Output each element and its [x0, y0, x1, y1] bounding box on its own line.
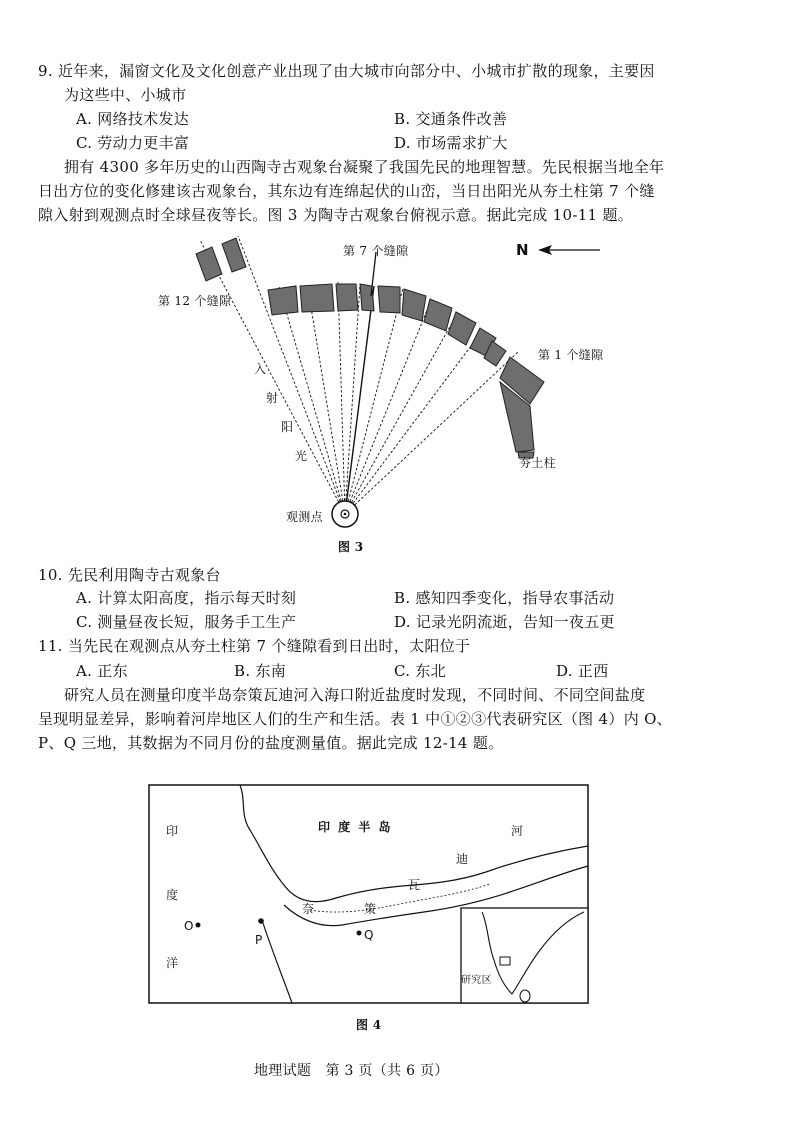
point-o-marker: [196, 923, 201, 928]
ray-gap-2: [345, 330, 483, 514]
ray-gap-12: [200, 240, 345, 514]
label-sunlight-2: 射: [266, 391, 279, 405]
q11-option-d: D. 正西: [556, 662, 609, 680]
label-ocean-3: 洋: [166, 956, 179, 970]
ray-gap-3: [345, 314, 457, 514]
page-footer: 地理试题 第 3 页（共 6 页）: [254, 1063, 449, 1079]
label-river-4: 迪: [456, 852, 469, 866]
pillar-1: [196, 247, 222, 281]
pillar-5: [336, 284, 358, 311]
label-river-1: 奈: [302, 902, 315, 916]
pillar-4: [300, 284, 334, 312]
label-point-o: O: [184, 919, 194, 933]
q9-option-c: C. 劳动力更丰富: [76, 134, 190, 152]
passage2-line3: P、Q 三地，其数据为不同月份的盐度测量值。据此完成 12-14 题。: [38, 734, 504, 752]
ray-gap-9: [307, 283, 345, 514]
q10-option-b: B. 感知四季变化，指导农事活动: [394, 589, 615, 607]
ray-gap-10: [279, 287, 345, 514]
ray-gap-8: [338, 282, 345, 514]
label-study-area: 研究区: [461, 975, 492, 986]
label-point-q: Q: [364, 928, 374, 942]
sunlight-rays: [200, 236, 518, 514]
label-river-2: 策: [364, 902, 377, 916]
passage2-line2: 呈现明显差异，影响着河岸地区人们的生产和生活。表 1 中①②③代表研究区（图 4）内 O、: [38, 710, 672, 728]
passage2-line1: 研究人员在测量印度半岛奈策瓦迪河入海口附近盐度时发现，不同时间、不同空间盐度: [64, 686, 646, 704]
passage1-line1: 拥有 4300 多年历史的山西陶寺古观象台凝聚了我国先民的地理智慧。先民根据当地全年: [64, 158, 665, 176]
label-gap1: 第 1 个缝隙: [538, 348, 604, 362]
point-p-marker: [258, 918, 264, 924]
pillar-2: [222, 238, 246, 272]
label-sunlight-1: 入: [254, 362, 267, 376]
label-pillar: 夯土柱: [519, 456, 556, 470]
pillar-8: [402, 289, 426, 321]
q11-stem: 11. 当先民在观测点从夯土柱第 7 个缝隙看到日出时，太阳位于: [38, 637, 471, 655]
passage1-line3: 隙入射到观测点时全球昼夜等长。图 3 为陶寺古观象台俯视示意。据此完成 10-11 题。: [38, 206, 634, 224]
q10-option-c: C. 测量昼夜长短，服务手工生产: [76, 613, 297, 631]
label-ocean-2: 度: [166, 888, 179, 902]
q11-option-a: A. 正东: [76, 662, 128, 680]
ray-gap-1: [345, 352, 518, 514]
label-gap7: 第 7 个缝隙: [343, 244, 409, 258]
pillar-7: [378, 286, 400, 313]
q9-stem-line2: 为这些中、小城市: [64, 86, 187, 104]
label-sunlight-4: 光: [295, 449, 308, 463]
label-point-p: P: [255, 933, 263, 947]
ray-gap-5: [345, 288, 403, 514]
q11-option-b: B. 东南: [234, 662, 287, 680]
pillar-10: [448, 312, 476, 345]
label-north: N: [516, 241, 529, 259]
label-gap12: 第 12 个缝隙: [158, 294, 232, 308]
ray-gap-4: [345, 300, 431, 514]
label-indian-peninsula: 印 度 半 岛: [318, 820, 393, 834]
ray-gap-7: [345, 284, 360, 514]
label-river-5: 河: [511, 824, 524, 838]
q9-stem-line1: 9. 近年来，漏窗文化及文化创意产业出现了由大城市向部分中、小城市扩散的现象，主要因: [38, 62, 655, 80]
rammed-earth-pillars: [196, 238, 544, 458]
q10-option-a: A. 计算太阳高度，指示每天时刻: [76, 589, 297, 607]
q11-option-c: C. 东北: [394, 662, 446, 680]
q10-option-d: D. 记录光阴流逝，告知一夜五更: [394, 613, 615, 631]
label-ocean-1: 印: [166, 824, 179, 838]
pillar-9: [424, 299, 452, 331]
label-river-3: 瓦: [408, 878, 421, 892]
q10-stem: 10. 先民利用陶寺古观象台: [38, 566, 221, 584]
fig4-caption: 图 4: [356, 1018, 382, 1032]
point-q-marker: [357, 931, 362, 936]
q9-option-d: D. 市场需求扩大: [394, 134, 508, 152]
ray-gap-6: [345, 286, 374, 514]
label-observation-point: 观测点: [286, 510, 323, 524]
north-arrow: [538, 245, 600, 255]
observation-point: [332, 501, 358, 527]
q9-option-a: A. 网络技术发达: [76, 110, 190, 128]
pillar-3: [268, 286, 298, 315]
q9-option-b: B. 交通条件改善: [394, 110, 508, 128]
label-sunlight-3: 阳: [281, 420, 294, 434]
fig3-caption: 图 3: [338, 540, 364, 554]
passage1-line2: 日出方位的变化修建该古观象台，其东边有连绵起伏的山峦，当日出阳光从夯土柱第 7 个缝: [38, 182, 655, 200]
